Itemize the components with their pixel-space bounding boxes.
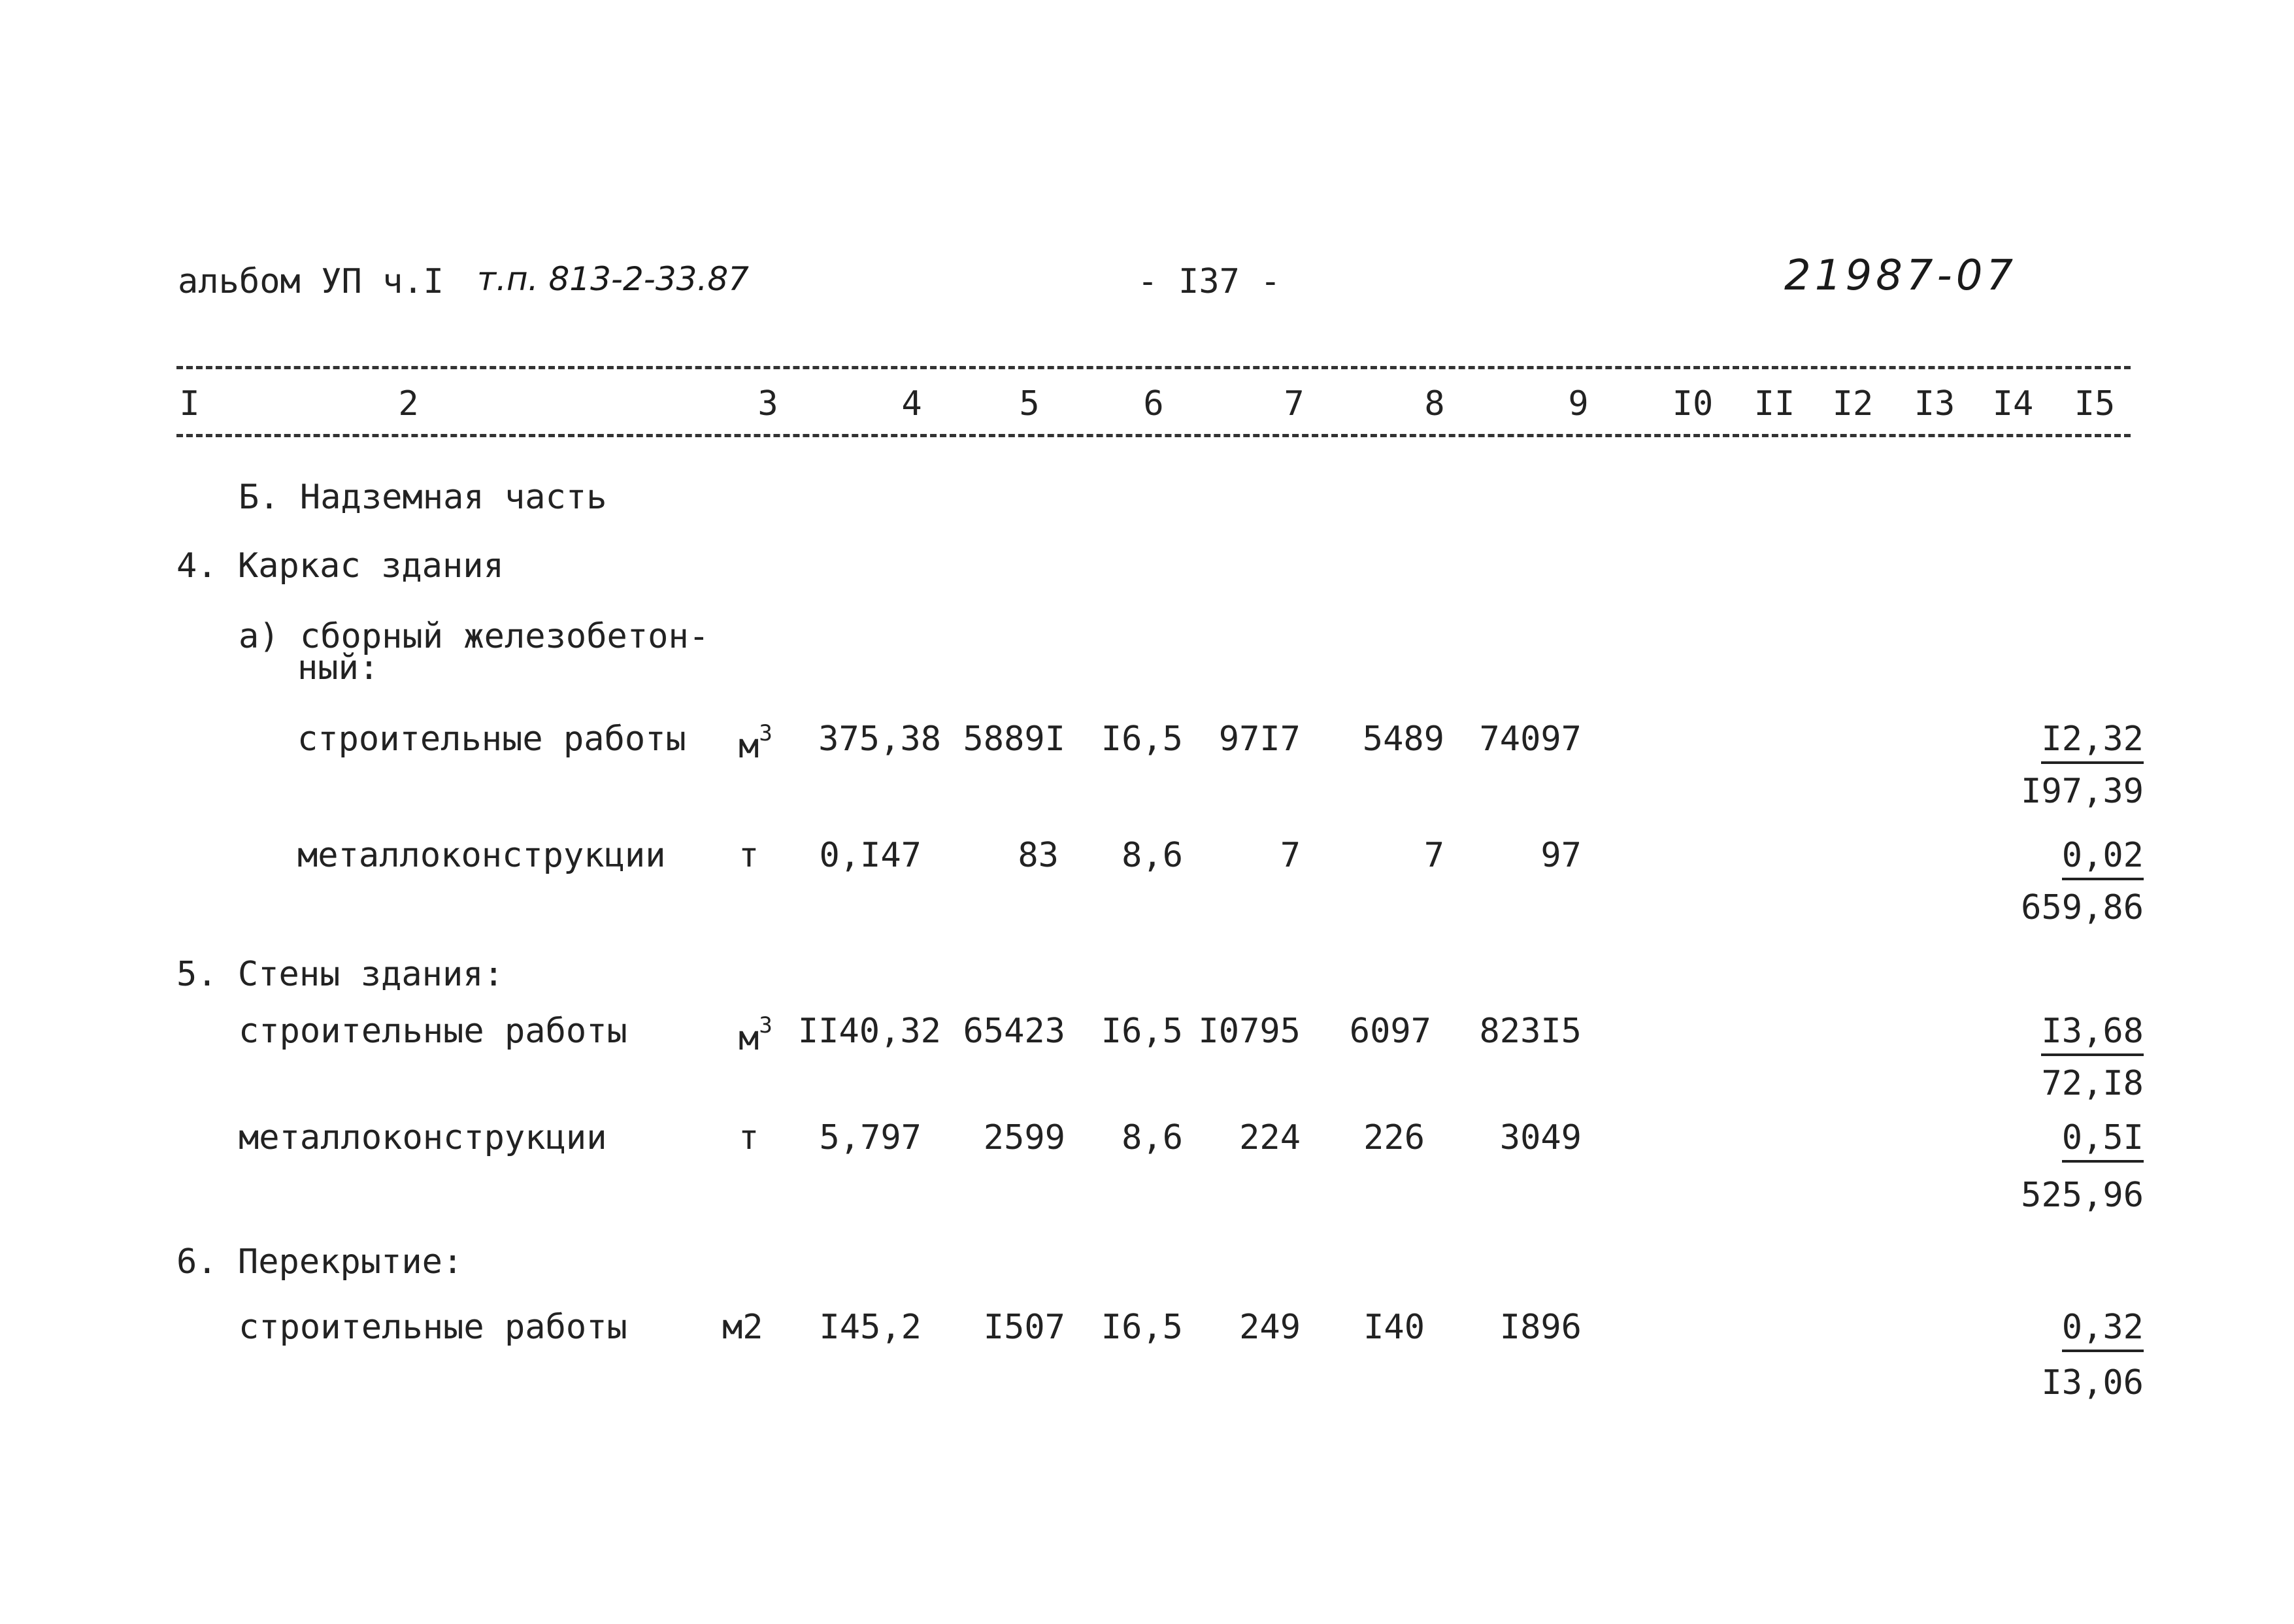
col-header-6: 6 (1143, 384, 1164, 423)
col-header-13: I3 (1914, 384, 1955, 423)
col-header-15: I5 (2074, 384, 2116, 423)
cell-col7: 249 (1239, 1308, 1301, 1347)
project-number-handwritten: т.п. 813-2-33.87 (477, 260, 749, 298)
col-header-5: 5 (1019, 384, 1040, 423)
col-header-1: I (179, 384, 200, 423)
cell-col4: II40,32 (797, 1012, 941, 1051)
header-rule-bottom (176, 434, 2131, 437)
cell-col5: 2599 (983, 1118, 1065, 1157)
section-4a-line2: ный: (297, 648, 380, 688)
col-header-14: I4 (1992, 384, 2034, 423)
col-header-3: 3 (757, 384, 778, 423)
cell-col15-top: 0,5I (1961, 1121, 2144, 1155)
cell-col9: 823I5 (1479, 1012, 1582, 1051)
cell-col15-bottom: 72,I8 (2041, 1064, 2144, 1103)
cell-col15-bottom: 525,96 (2021, 1176, 2144, 1215)
cell-col5: 65423 (963, 1012, 1065, 1051)
section-6-heading: 6. Перекрытие: (176, 1242, 463, 1282)
col-header-8: 8 (1424, 384, 1445, 423)
row-name: строительные работы (239, 1012, 627, 1051)
row-name: металлоконструкции (297, 836, 666, 875)
cell-col15-bottom: 659,86 (2021, 888, 2144, 927)
cell-col15-top: 0,02 (1961, 838, 2144, 872)
section-5-heading: 5. Стены здания: (176, 955, 504, 994)
cell-col6: 8,6 (1122, 836, 1183, 875)
cell-col6: 8,6 (1122, 1118, 1183, 1157)
cell-col4: 375,38 (818, 720, 941, 759)
cell-col8: 7 (1423, 836, 1444, 875)
row-name: металлоконструкции (239, 1118, 607, 1157)
cell-col7: 97I7 (1218, 720, 1301, 759)
cell-col9: 97 (1540, 836, 1582, 875)
cell-col4: 0,I47 (819, 836, 922, 875)
cell-col4: I45,2 (819, 1308, 922, 1347)
document-code-handwritten: 21987-07 (1784, 252, 2018, 300)
cell-col4: 5,797 (819, 1118, 922, 1157)
col-header-11: II (1754, 384, 1795, 423)
cell-col15-top: I2,32 (1961, 722, 2144, 756)
section-4-heading: 4. Каркас здания (176, 546, 504, 586)
cell-col6: I6,5 (1101, 1012, 1183, 1051)
col-header-9: 9 (1568, 384, 1589, 423)
album-label: альбом УП ч.I (178, 262, 444, 301)
row-name: строительные работы (297, 720, 686, 759)
section-4a-line1: а) сборный железобетон- (239, 617, 710, 656)
col-header-12: I2 (1832, 384, 1874, 423)
col-header-4: 4 (901, 384, 922, 423)
cell-col5: I507 (983, 1308, 1065, 1347)
cell-col6: I6,5 (1101, 1308, 1183, 1347)
row-unit: т (739, 836, 759, 875)
cell-col8: I40 (1363, 1308, 1425, 1347)
section-b-heading: Б. Надземная часть (239, 478, 607, 517)
cell-col9: I896 (1499, 1308, 1582, 1347)
header-rule-top (176, 366, 2131, 369)
cell-col5: 5889I (963, 720, 1065, 759)
cell-col15-top: 0,32 (1961, 1310, 2144, 1344)
cell-col15-bottom: I97,39 (2021, 772, 2144, 811)
row-unit: $м^3$ (739, 720, 773, 766)
row-name: строительные работы (239, 1308, 627, 1347)
cell-col7: 7 (1280, 836, 1301, 875)
row-unit: м2 (722, 1308, 763, 1347)
cell-col7: 224 (1239, 1118, 1301, 1157)
row-unit: т (739, 1118, 759, 1157)
cell-col9: 3049 (1499, 1118, 1582, 1157)
cell-col9: 74097 (1479, 720, 1582, 759)
col-header-2: 2 (398, 384, 419, 423)
cell-col15-top: I3,68 (1961, 1014, 2144, 1048)
cell-col5: 83 (1018, 836, 1059, 875)
cell-col7: I0795 (1198, 1012, 1301, 1051)
col-header-7: 7 (1284, 384, 1305, 423)
cell-col6: I6,5 (1101, 720, 1183, 759)
cell-col8: 5489 (1362, 720, 1444, 759)
row-unit: $м^3$ (739, 1012, 773, 1058)
cell-col8: 226 (1363, 1118, 1425, 1157)
cell-col8: 6097 (1349, 1012, 1431, 1051)
cell-col15-bottom: I3,06 (2041, 1363, 2144, 1402)
col-header-10: I0 (1672, 384, 1714, 423)
page-number: - I37 - (1137, 262, 1281, 301)
